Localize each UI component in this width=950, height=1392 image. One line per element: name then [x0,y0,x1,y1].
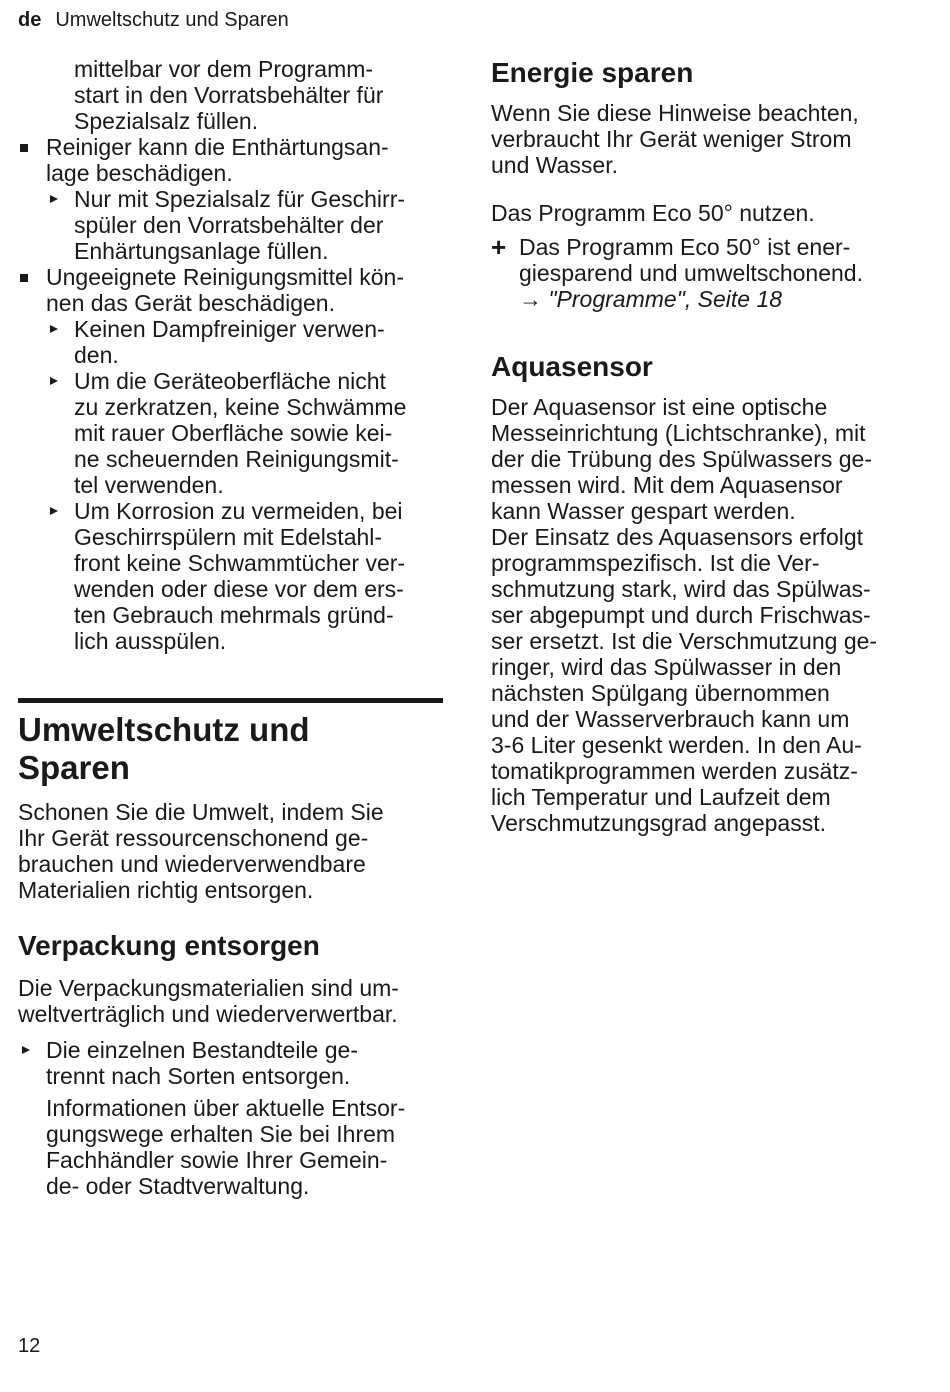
section-intro: Schonen Sie die Umwelt, indem Sie Ihr Gerät ressourcenschonend ge- brauchen und wiederverwendbare Materialien richtig entsorgen. [18,799,384,903]
step-sort-components: Die einzelnen Bestandteile ge- trennt nach Sorten entsorgen. [18,1037,443,1089]
energy-intro: Wenn Sie diese Hinweise beachten, verbraucht Ihr Gerät weniger Strom und Wasser. [491,100,859,178]
step-avoid-corrosion: Um Korrosion zu vermeiden, bei Geschirrspülern mit Edelstahl- front keine Schwammtücher ver- wenden oder diese vor dem ers- ten Gebrauch mehrmals gründ- lich ausspülen. [18,498,443,654]
language-code: de [18,9,42,31]
section-divider [18,698,443,703]
triangle-bullet-icon [50,507,58,515]
step-no-abrasive-sponges: Um die Geräteoberfläche nicht zu zerkratzen, keine Schwämme mit rauer Oberfläche sowie kei- ne scheuernden Reinigungsmit- tel verwenden. [18,368,443,498]
square-bullet-icon [20,274,28,282]
eco-tip: Das Programm Eco 50° nutzen. [491,200,815,226]
subsection-title-aquasensor: Aquasensor [491,351,653,382]
aquasensor-paragraph-2: Der Einsatz des Aquasensors erfolgt programmspezifisch. Ist die Ver- schmutzung stark, wird das Spülwas- ser abgepumpt und durch Frischwas- ser ersetzt. Ist die Verschmutzung ge- ringer, wird das Spülwasser in den nächsten Spülgang übernommen und der Wasserverbrauch kann um 3-6 Liter gesenkt werden. In den Au- tomatikprogrammen werden zusätz- lich Temperatur und Laufzeit dem Verschmutzungsgrad angepasst. [491,524,878,836]
triangle-bullet-icon [50,377,58,385]
cross-reference-programs[interactable] [491,286,916,312]
continued-paragraph: mittelbar vor dem Programm- start in den Vorratsbehälter für Spezialsalz füllen. [74,56,384,134]
arrow-right-icon: → [519,286,542,312]
eco-benefit: + Das Programm Eco 50° ist ener- giesparend und umweltschonend. [491,232,863,286]
triangle-bullet-icon [50,325,58,333]
packaging-paragraph: Die Verpackungsmaterialien sind um- weltverträglich und wiederverwertbar. [18,975,399,1027]
step-special-salt: Nur mit Spezialsalz für Geschirr- spüler den Vorratsbehälter der Enhärtungsanlage füllen. [18,186,443,264]
bullet-item-unsuitable-cleaners: Ungeeignete Reinigungsmittel kön- nen das Gerät beschädigen. [18,264,443,316]
subsection-title-energy: Energie sparen [491,57,694,88]
plus-icon: + [491,232,507,262]
left-column [18,56,443,1199]
right-column [491,56,916,836]
step-no-steam-cleaner: Keinen Dampfreiniger verwen- den. [18,316,443,368]
bullet-item-softener-damage: Reiniger kann die Enthärtungsan- lage beschädigen. [18,134,443,186]
disposal-info: Informationen über aktuelle Entsor- gungswege erhalten Sie bei Ihrem Fachhändler sowie Ihrer Gemein- de- oder Stadtverwaltung. [46,1095,406,1199]
aquasensor-paragraph-1: Der Aquasensor ist eine optische Messeinrichtung (Lichtschranke), mit der die Trübung des Spülwassers ge- messen wird. Mit dem Aquasensor kann Wasser gespart werden. [491,394,872,524]
triangle-bullet-icon [50,195,58,203]
page-number: 12 [18,1335,41,1357]
page-header [18,8,289,32]
triangle-bullet-icon [22,1046,30,1054]
cross-reference-link[interactable]: "Programme", Seite 18 [548,286,783,312]
section-title: Umweltschutz und Sparen [18,711,310,786]
square-bullet-icon [20,144,28,152]
section-running-title: Umweltschutz und Sparen [55,9,289,31]
subsection-title-packaging: Verpackung entsorgen [18,930,320,961]
